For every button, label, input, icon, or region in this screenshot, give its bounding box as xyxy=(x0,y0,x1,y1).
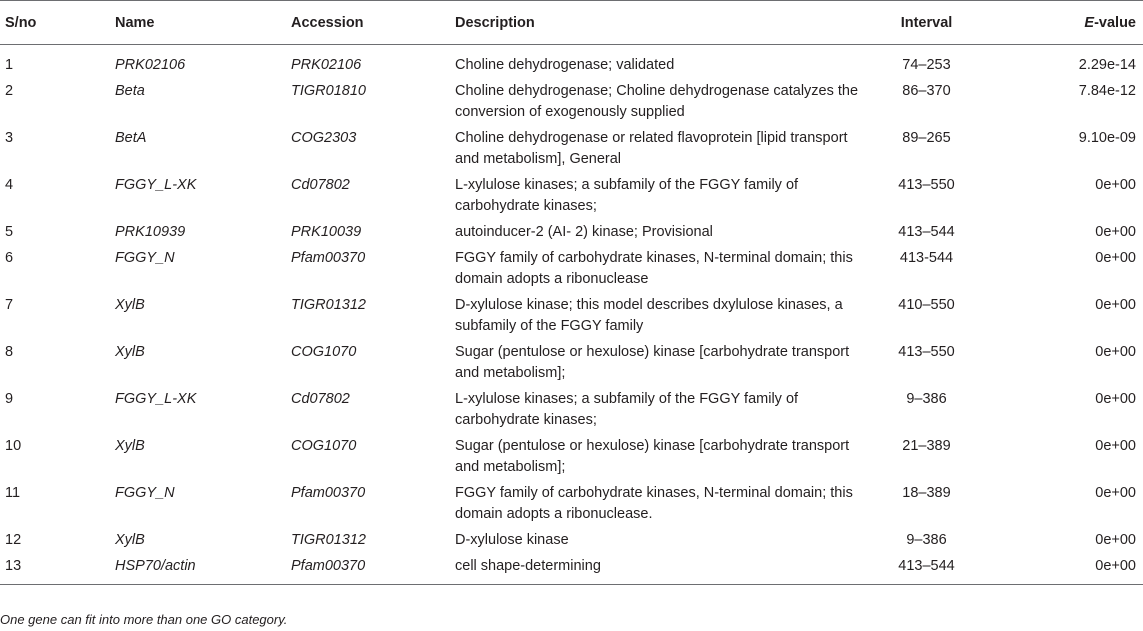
cell-sno: 3 xyxy=(5,130,14,146)
table-footnote: One gene can fit into more than one GO category. xyxy=(0,612,288,627)
table-row xyxy=(0,435,1143,482)
table-body xyxy=(0,45,1143,585)
cell-interval: 21–389 xyxy=(902,438,951,454)
cell-interval: 413–544 xyxy=(860,555,993,585)
cell-accession: COG1070 xyxy=(291,438,357,454)
cell-interval: 74–253 xyxy=(902,57,951,73)
header-sno: S/no xyxy=(0,1,115,45)
cell-name: FGGY_L-XK xyxy=(115,391,197,407)
table-row xyxy=(0,555,1143,585)
cell-name: FGGY_N xyxy=(115,485,175,501)
cell-accession: Pfam00370 xyxy=(291,555,455,585)
cell-name: XylB xyxy=(115,297,145,313)
cell-accession: TIGR01312 xyxy=(291,532,366,548)
header-accession: Accession xyxy=(291,1,455,45)
cell-description: L-xylulose kinases; a subfamily of the FGGY family of carbohydrate kinases; xyxy=(455,391,799,428)
cell-sno: 13 xyxy=(0,555,115,585)
cell-evalue: 0e+00 xyxy=(1095,344,1136,360)
cell-name: HSP70/actin xyxy=(115,555,291,585)
table-row xyxy=(0,45,1143,81)
table-row xyxy=(0,388,1143,435)
cell-sno: 9 xyxy=(5,391,14,407)
header-evalue-suffix: -value xyxy=(1094,14,1136,31)
cell-accession: Pfam00370 xyxy=(291,485,366,501)
table-row xyxy=(0,341,1143,388)
table-row xyxy=(0,247,1143,294)
cell-sno: 2 xyxy=(5,83,14,99)
cell-accession: Pfam00370 xyxy=(291,250,366,266)
cell-interval: 18–389 xyxy=(902,485,951,501)
cell-name: BetA xyxy=(115,130,147,146)
cell-description: FGGY family of carbohydrate kinases, N-terminal domain; this domain adopts a ribonuclease xyxy=(455,250,853,287)
cell-evalue: 0e+00 xyxy=(1095,438,1136,454)
cell-interval: 86–370 xyxy=(902,83,951,99)
cell-name: FGGY_L-XK xyxy=(115,177,197,193)
cell-description: autoinducer-2 (AI- 2) kinase; Provisional xyxy=(455,224,713,240)
header-name: Name xyxy=(115,1,291,45)
cell-name: FGGY_N xyxy=(115,250,175,266)
cell-sno: 8 xyxy=(5,344,14,360)
header-row xyxy=(0,1,1143,45)
table-row xyxy=(0,221,1143,247)
cell-sno: 4 xyxy=(5,177,14,193)
cell-interval: 89–265 xyxy=(902,130,951,146)
cell-description: D-xylulose kinase; this model describes dxylulose kinases, a subfamily of the FGGY family xyxy=(455,297,843,334)
cell-sno: 6 xyxy=(5,250,14,266)
cell-accession: COG2303 xyxy=(291,130,357,146)
cell-sno: 7 xyxy=(5,297,14,313)
cell-description: Choline dehydrogenase or related flavoprotein [lipid transport and metabolism], General xyxy=(455,130,848,167)
cell-description: cell shape-determining xyxy=(455,555,860,585)
cell-evalue: 0e+00 xyxy=(1095,297,1136,313)
cell-description: Choline dehydrogenase; Choline dehydrogenase catalyzes the conversion of exogenously supplied xyxy=(455,83,859,120)
cell-description: L-xylulose kinases; a subfamily of the FGGY family of carbohydrate kinases; xyxy=(455,177,799,214)
table-row xyxy=(0,529,1143,555)
cell-name: XylB xyxy=(115,438,145,454)
table-row xyxy=(0,294,1143,341)
cell-evalue: 0e+00 xyxy=(1095,250,1136,266)
cell-name: XylB xyxy=(115,344,145,360)
cell-interval: 413–550 xyxy=(898,177,955,193)
cell-accession: TIGR01810 xyxy=(291,83,366,99)
cell-evalue: 0e+00 xyxy=(1095,224,1136,240)
cell-accession: PRK10039 xyxy=(291,224,362,240)
cell-evalue: 0e+00 xyxy=(993,555,1143,585)
cell-evalue: 0e+00 xyxy=(1095,391,1136,407)
cell-name: XylB xyxy=(115,532,145,548)
cell-description: D-xylulose kinase xyxy=(455,532,569,548)
cell-sno: 5 xyxy=(5,224,14,240)
cell-description: Sugar (pentulose or hexulose) kinase [carbohydrate transport and metabolism]; xyxy=(455,438,850,475)
cell-accession: Cd07802 xyxy=(291,177,350,193)
header-description: Description xyxy=(455,1,860,45)
cell-sno: 12 xyxy=(5,532,22,548)
cell-interval: 413–544 xyxy=(898,224,955,240)
table-row xyxy=(0,127,1143,174)
cell-evalue: 0e+00 xyxy=(1095,177,1136,193)
cell-name: PRK02106 xyxy=(115,57,186,73)
cell-interval: 413-544 xyxy=(899,250,954,266)
header-evalue xyxy=(993,1,1143,45)
cell-sno: 11 xyxy=(5,485,21,501)
cell-description: Sugar (pentulose or hexulose) kinase [carbohydrate transport and metabolism]; xyxy=(455,344,850,381)
header-interval: Interval xyxy=(860,1,993,45)
table-row xyxy=(0,80,1143,127)
cell-evalue: 9.10e-09 xyxy=(1078,130,1136,146)
cell-accession: Cd07802 xyxy=(291,391,350,407)
cell-interval: 413–550 xyxy=(898,344,955,360)
header-evalue-prefix: E xyxy=(1084,14,1095,31)
table-row xyxy=(0,174,1143,221)
cell-description: Choline dehydrogenase; validated xyxy=(455,57,675,73)
cell-description: FGGY family of carbohydrate kinases, N-terminal domain; this domain adopts a ribonuclease. xyxy=(455,485,853,522)
table-row xyxy=(0,482,1143,529)
cell-accession: COG1070 xyxy=(291,344,357,360)
cell-name: PRK10939 xyxy=(115,224,186,240)
cell-interval: 9–386 xyxy=(906,391,947,407)
cell-evalue: 7.84e-12 xyxy=(1078,83,1136,99)
cell-accession: PRK02106 xyxy=(291,57,362,73)
cell-evalue: 2.29e-14 xyxy=(1078,57,1136,73)
cell-name: Beta xyxy=(115,83,145,99)
cell-evalue: 0e+00 xyxy=(1095,485,1136,501)
cell-interval: 9–386 xyxy=(906,532,947,548)
cell-accession: TIGR01312 xyxy=(291,297,366,313)
cell-sno: 1 xyxy=(5,57,14,73)
cell-interval: 410–550 xyxy=(898,297,955,313)
cell-sno: 10 xyxy=(5,438,22,454)
cell-evalue: 0e+00 xyxy=(1095,532,1136,548)
